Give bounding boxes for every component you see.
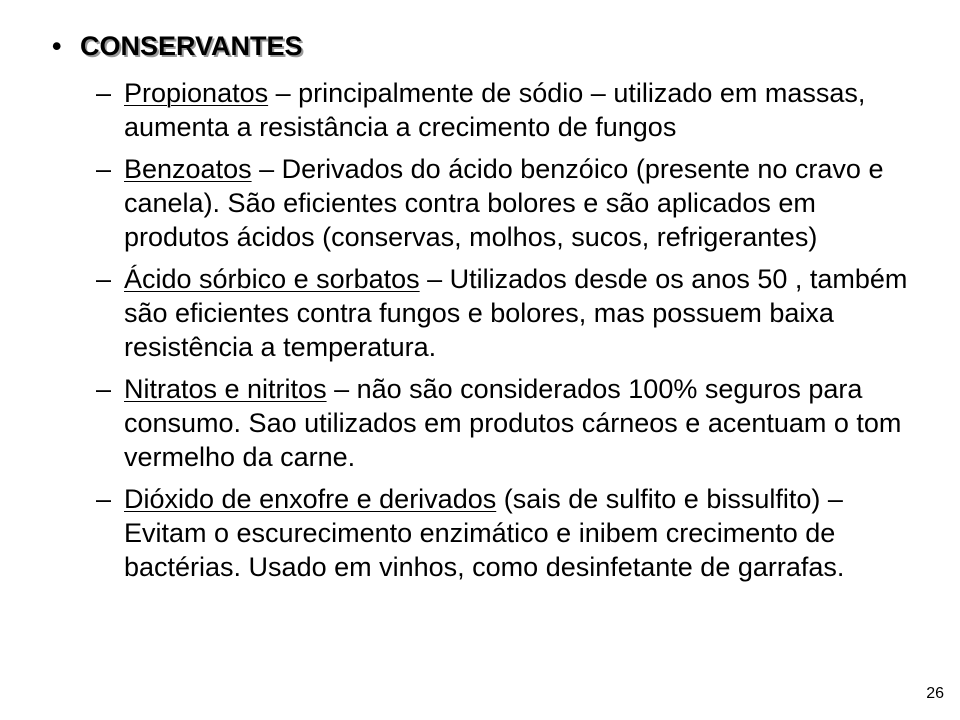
item-text <box>124 262 916 364</box>
list-item <box>96 76 916 144</box>
item-description: – não são considerados 100% seguros para consumo. Sao utilizados em produtos cárneos e acentuam o tom vermelho da carne. <box>124 374 902 472</box>
item-description: – principalmente de sódio – utilizado em massas, aumenta a resistância a crecimento de fungos <box>124 78 866 142</box>
item-term: Nitratos e nitritos <box>124 374 327 404</box>
item-term: Dióxido de enxofre e derivados <box>124 484 497 514</box>
item-text <box>124 372 916 474</box>
item-text <box>124 152 916 254</box>
item-text <box>124 76 916 144</box>
dash-icon: – <box>96 154 112 184</box>
item-description: (sais de sulfito e bissulfito) – Evitam o escurecimento enzimático e inibem crecimento de bactérias. Usado em vinhos, como desinfetante de garrafas. <box>124 484 845 582</box>
list-item <box>96 482 916 584</box>
item-term: Ácido sórbico e sorbatos <box>124 264 420 294</box>
dash-icon: – <box>96 484 112 514</box>
item-description: – Utilizados desde os anos 50 , também são eficientes contra fungos e bolores, mas possuem baixa resistência a temperatura. <box>124 264 908 362</box>
page-number: 26 <box>926 685 944 702</box>
list-item <box>96 372 916 474</box>
list-item <box>96 262 916 364</box>
slide-heading: CONSERVANTES <box>80 31 303 61</box>
item-text <box>124 482 916 584</box>
dash-icon: – <box>96 264 112 294</box>
item-list <box>96 76 916 592</box>
item-term: Benzoatos <box>124 154 252 184</box>
dash-icon: – <box>96 374 112 404</box>
list-item <box>96 152 916 254</box>
item-description: – Derivados do ácido benzóico (presente no cravo e canela). São eficientes contra bolores e são aplicados em produtos ácidos (conservas, molhos, sucos, refrigerantes) <box>124 154 884 252</box>
heading-bullet-row <box>52 28 303 64</box>
dash-icon: – <box>96 78 112 108</box>
bullet-icon: • <box>52 31 62 61</box>
item-term: Propionatos <box>124 78 269 108</box>
